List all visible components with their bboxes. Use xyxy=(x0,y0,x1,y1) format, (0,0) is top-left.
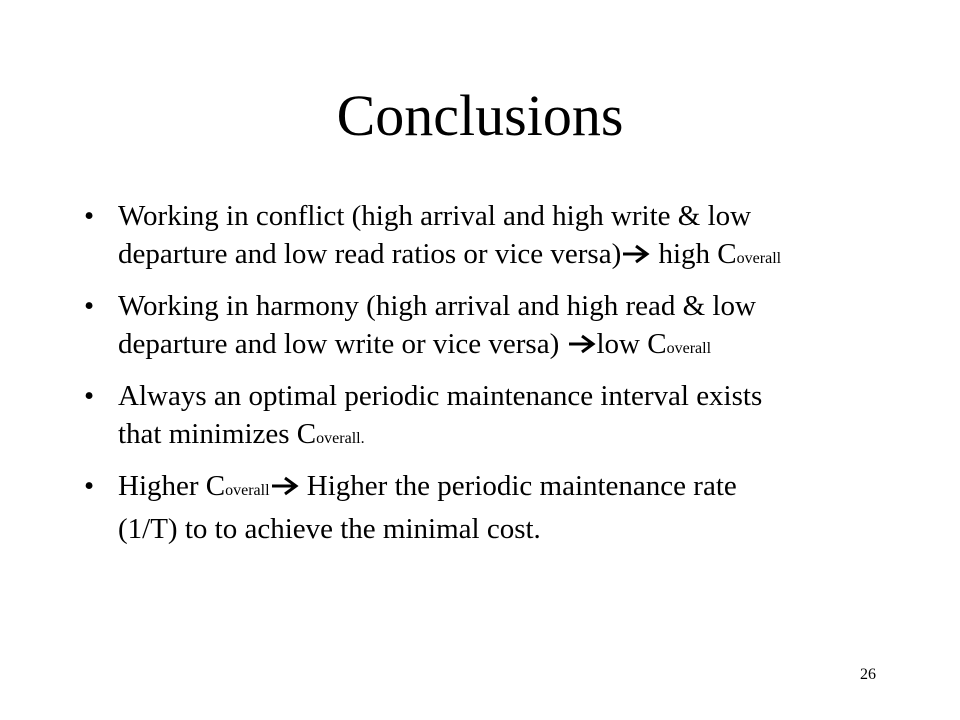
subscript-overall: overall. xyxy=(316,430,365,447)
bullet-text-line: departure and low read ratios or vice versa) xyxy=(118,238,622,270)
bullet-item-optimal-interval xyxy=(84,377,874,458)
bullet-list xyxy=(84,197,874,557)
right-arrow-icon xyxy=(567,333,597,355)
bullet-text-line: that minimizes C xyxy=(118,418,317,450)
subscript-overall: overall xyxy=(666,340,712,357)
subscript-overall: overall xyxy=(736,250,782,267)
bullet-text-segment: low C xyxy=(596,328,667,360)
subscript-overall: overall xyxy=(225,482,270,499)
page-number: 26 xyxy=(860,666,876,683)
bullet-text-line: Working in harmony (high arrival and high read & low xyxy=(118,290,756,322)
bullet-dot: • xyxy=(84,470,95,502)
slide-title: Conclusions xyxy=(336,83,624,148)
bullet-text-line: Always an optimal periodic maintenance interval exists xyxy=(118,380,763,412)
bullet-dot: • xyxy=(84,380,95,412)
bullet-item-conflict xyxy=(84,197,874,278)
bullet-dot: • xyxy=(84,200,95,232)
right-arrow-icon xyxy=(270,475,300,497)
bullet-text-line: Working in conflict (high arrival and high write & low xyxy=(118,200,752,232)
bullet-text-segment: Higher C xyxy=(118,470,226,502)
bullet-text-segment: high C xyxy=(651,238,737,270)
bullet-text-segment: Higher the periodic maintenance rate xyxy=(299,470,737,502)
bullet-text-line: departure and low write or vice versa) xyxy=(118,328,567,360)
right-arrow-icon xyxy=(621,243,651,265)
bullet-dot: • xyxy=(84,290,95,322)
bullet-item-higher-cost xyxy=(84,467,874,548)
bullet-item-harmony xyxy=(84,287,874,368)
bullet-text-line: (1/T) to to achieve the minimal cost. xyxy=(118,513,541,545)
